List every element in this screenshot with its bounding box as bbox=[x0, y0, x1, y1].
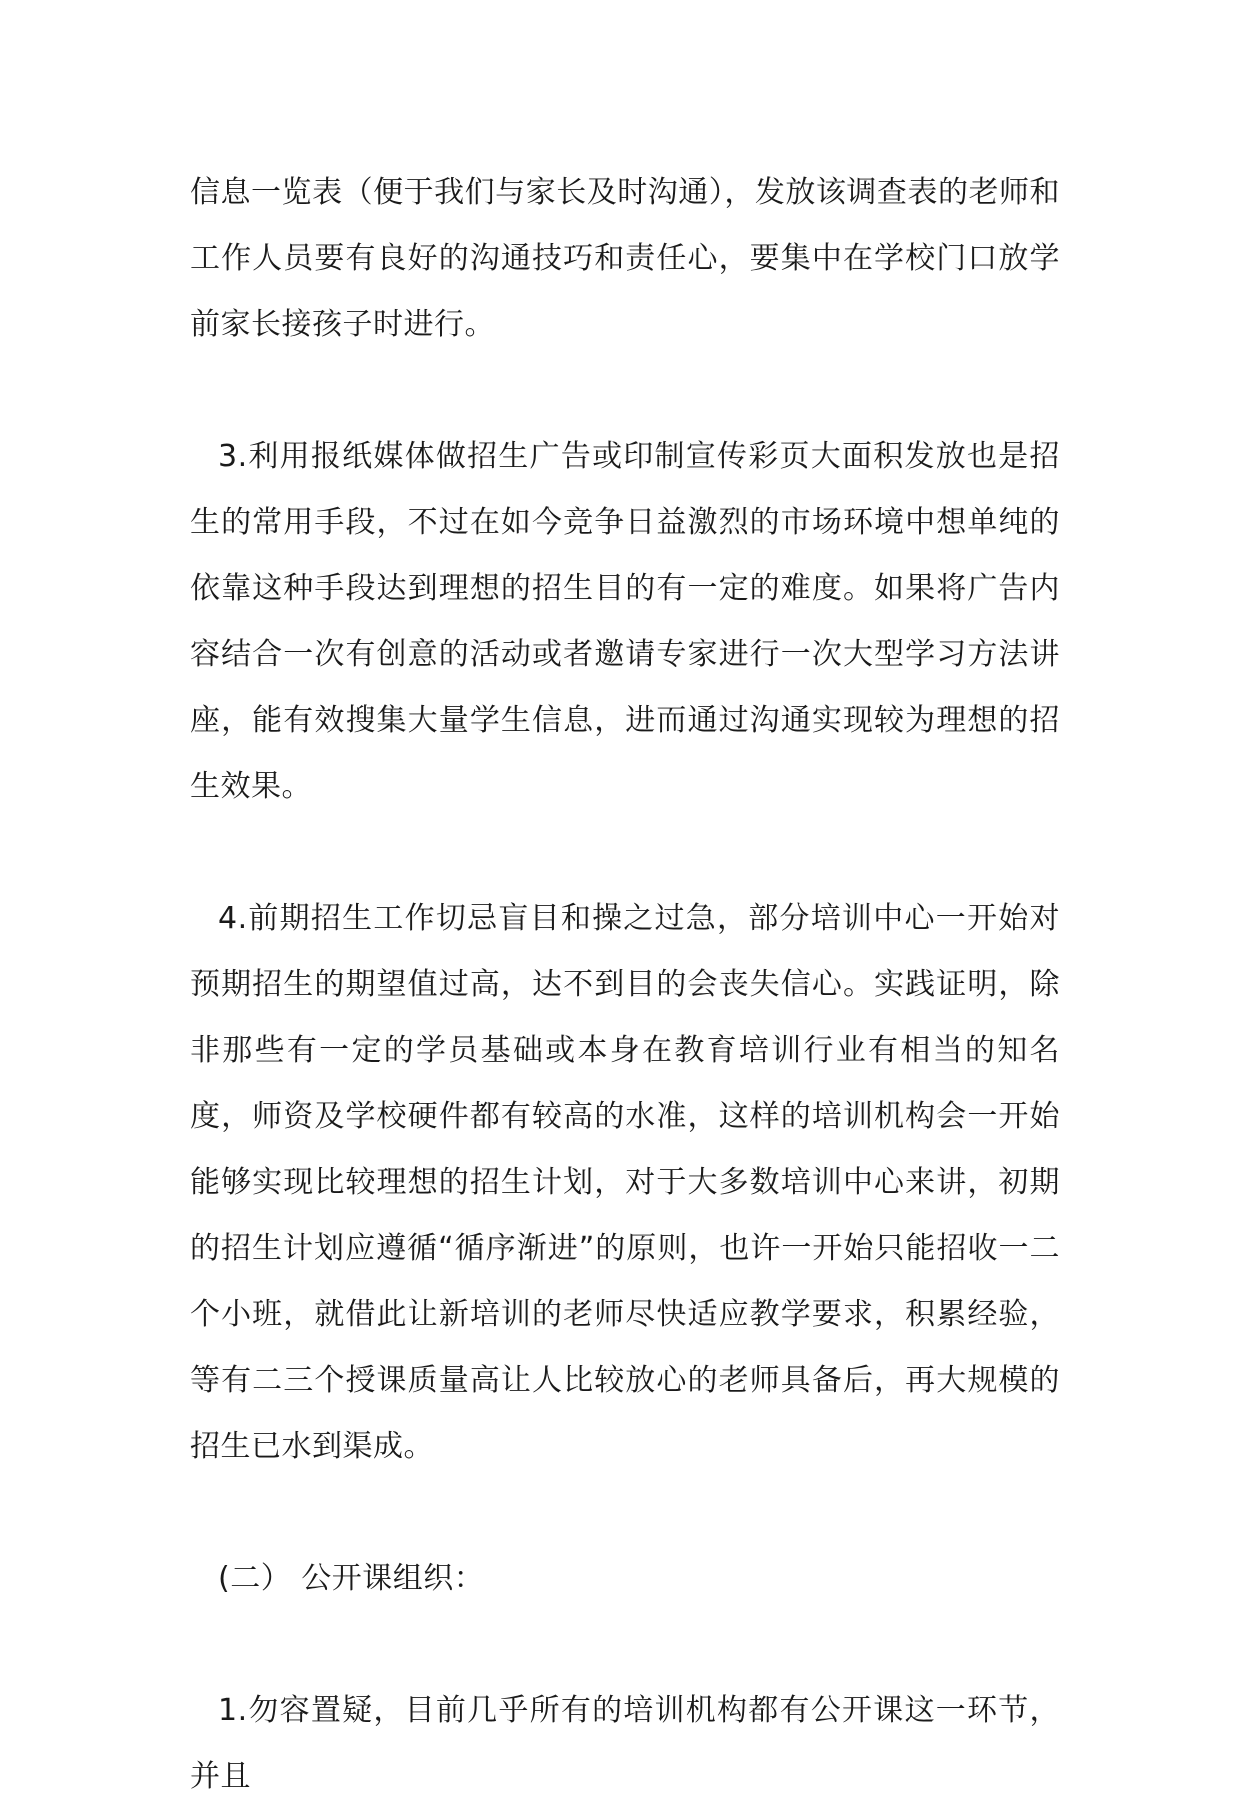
paragraph-4: 1.勿容置疑，目前几乎所有的培训机构都有公开课这一环节，并且 bbox=[190, 1693, 1060, 1794]
paragraph-2: 3.利用报纸媒体做招生广告或印制宣传彩页大面积发放也是招生的常用手段，不过在如今竞争日益激烈的市场环境中想单纯的依靠这种手段达到理想的招生目的有一定的难度。如果将广告内容结合一次有创意的活动或者邀请专家进行一次大型学习方法讲座，能有效搜集大量学生信息，进而通过沟通实现较为理想的招生效果。 bbox=[190, 439, 1060, 804]
paragraph-3: 4.前期招生工作切忌盲目和操之过急，部分培训中心一开始对预期招生的期望值过高，达不到目的会丧失信心。实践证明，除非那些有一定的学员基础或本身在教育培训行业有相当的知名度，师资及学校硬件都有较高的水准，这样的培训机构会一开始能够实现比较理想的招生计划，对于大多数培训中心来讲，初期的招生计划应遵循“循序渐进”的原则，也许一开始只能招收一二个小班，就借此让新培训的老师尽快适应教学要求，积累经验，等有二三个授课质量高让人比较放心的老师具备后，再大规模的招生已水到渠成。 bbox=[190, 901, 1060, 1464]
paragraph-1: 信息一览表（便于我们与家长及时沟通），发放该调查表的老师和工作人员要有良好的沟通技巧和责任心，要集中在学校门口放学前家长接孩子时进行。 bbox=[190, 175, 1060, 342]
section-heading: (二） 公开课组织： bbox=[218, 1561, 485, 1596]
document-body bbox=[190, 160, 1060, 1810]
